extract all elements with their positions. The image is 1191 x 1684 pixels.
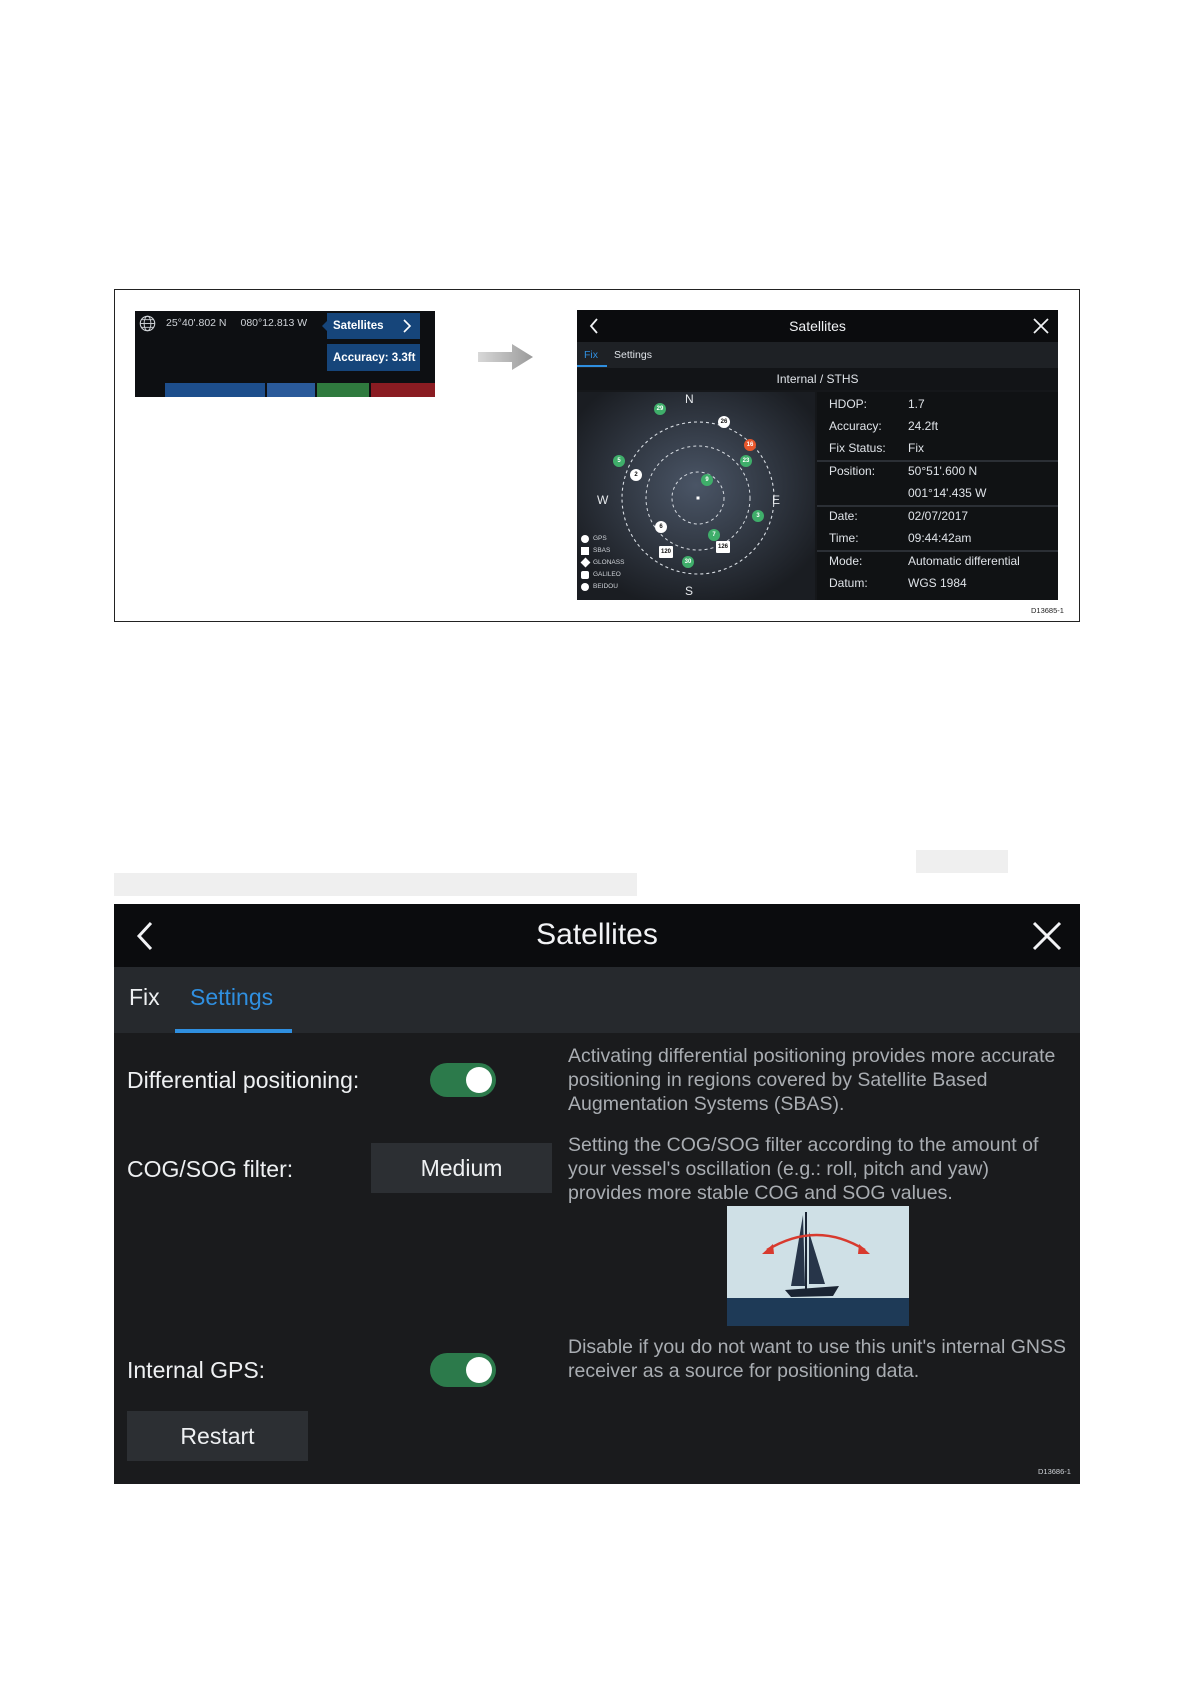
differential-positioning-label: Differential positioning: [127,1067,360,1093]
position-lat-value: 50°51'.600 N [908,464,978,478]
panel-header [577,310,1058,342]
toggle-knob [466,1067,492,1093]
position-lon-value: 001°14'.435 W [908,486,987,500]
mode-value: Automatic differential [908,554,1020,568]
accuracy-menu-item[interactable] [327,344,420,371]
satellite-marker-2: 2 [630,469,642,481]
tab-settings[interactable]: Settings [190,984,274,1010]
compass-east: E [772,493,781,507]
figure-id: D13686-1 [1038,1467,1071,1476]
vessel-oscillation-illustration [727,1206,909,1326]
fix-status-label: Fix Status: [829,441,886,455]
position-label: Position: [829,464,876,478]
compass-north: N [685,392,694,406]
internal-gps-toggle[interactable] [430,1353,496,1387]
legend-glonass-label: GLONASS [593,559,625,566]
arrow-right-icon [478,343,534,371]
time-value: 09:44:42am [908,531,972,545]
legend-gps-label: GPS [593,535,607,542]
satellite-marker-30: 30 [682,556,694,568]
longitude-value: 080°12.813 W [240,317,308,329]
internal-gps-label: Internal GPS: [127,1357,266,1383]
panel-title: Satellites [789,318,846,334]
panel-title: Satellites [536,918,658,951]
legend-beidou [580,581,640,593]
text-highlight [114,873,637,896]
datum-label: Datum: [829,576,868,590]
close-icon[interactable] [1033,318,1049,334]
restart-button[interactable]: Restart [127,1411,308,1461]
legend-glonass-marker [581,558,591,568]
compass-west: W [597,493,609,507]
date-label: Date: [829,509,858,523]
tab-fix[interactable]: Fix [584,349,598,361]
tab-bar [577,342,1058,368]
fix-info-table [817,392,1058,600]
accuracy-label: Accuracy: [829,419,882,433]
satellites-menu-button[interactable] [327,313,420,339]
legend-sbas [580,545,640,557]
satellite-marker-16: 16 [744,439,756,451]
globe-icon [139,315,156,332]
text-highlight [916,850,1008,873]
tab-settings[interactable]: Settings [614,349,652,361]
datum-value: WGS 1984 [908,576,967,590]
satellite-marker-5: 5 [613,455,625,467]
accuracy-label: Accuracy: 3.3ft [333,351,416,364]
cog-sog-filter-description: Setting the COG/SOG filter according to the amount of your vessel's oscillation (e.g.: roll, pitch and yaw) provides more stable COG and SOG values. [568,1134,1039,1204]
tab-fix[interactable]: Fix [129,984,160,1010]
internal-gps-description: Disable if you do not want to use this unit's internal GNSS receiver as a source for positioning data. [568,1336,1066,1382]
satellite-marker-26: 26 [718,416,730,428]
figure-id: D13685-1 [1031,606,1064,615]
fix-status-value: Fix [908,441,924,455]
differential-positioning-toggle[interactable] [430,1063,496,1097]
cog-sog-filter-label: COG/SOG filter: [127,1156,294,1182]
satellite-marker-9: 9 [701,474,713,486]
sky-view-plot [577,392,815,600]
gnss-source: Internal / STHS [577,368,1058,390]
legend-glonass [580,557,640,569]
mode-label: Mode: [829,554,863,568]
date-value: 02/07/2017 [908,509,969,523]
time-label: Time: [829,531,859,545]
constellation-legend [580,533,640,593]
divider [817,460,1058,462]
legend-gps-marker [581,535,589,543]
chart-map-strip [135,381,435,397]
satellites-fix-panel [577,310,1058,600]
legend-beidou-marker [581,583,589,591]
tab-bar [114,967,1080,1033]
divider [817,550,1058,552]
accuracy-value: 24.2ft [908,419,939,433]
chevron-right-icon [400,318,414,334]
legend-sbas-label: SBAS [593,547,611,554]
compass-south: S [685,584,694,598]
active-tab-indicator [577,365,607,367]
satellite-marker-23: 23 [740,455,752,467]
legend-gps [580,533,640,545]
satellites-settings-panel [114,904,1080,1484]
hdop-label: HDOP: [829,397,868,411]
legend-galileo-label: GALILEO [593,571,621,578]
position-readout [135,311,325,335]
satellite-marker-120: 120 [659,546,673,558]
databar-position-widget[interactable] [135,311,435,397]
toggle-knob [466,1357,492,1383]
satellite-marker-3: 3 [752,510,764,522]
satellite-marker-29: 29 [654,403,666,415]
cog-sog-filter-select[interactable]: Medium [371,1143,552,1193]
divider [817,505,1058,507]
satellites-menu-label: Satellites [333,320,384,332]
hdop-value: 1.7 [908,397,925,411]
legend-sbas-marker [581,547,589,555]
legend-galileo [580,569,640,581]
satellite-marker-126: 126 [716,541,730,553]
latitude-value: 25°40'.802 N [166,317,227,329]
close-icon[interactable] [1032,921,1062,951]
satellite-marker-6: 6 [655,521,667,533]
panel-header [114,904,1080,967]
active-tab-indicator [175,1029,292,1033]
satellite-marker-7: 7 [708,529,720,541]
legend-galileo-marker [581,571,589,579]
differential-positioning-description: Activating differential positioning provides more accurate positioning in regions covered by Satellite Based Augmentation Systems (SBAS). [568,1045,1056,1115]
legend-beidou-label: BEIDOU [593,583,618,590]
